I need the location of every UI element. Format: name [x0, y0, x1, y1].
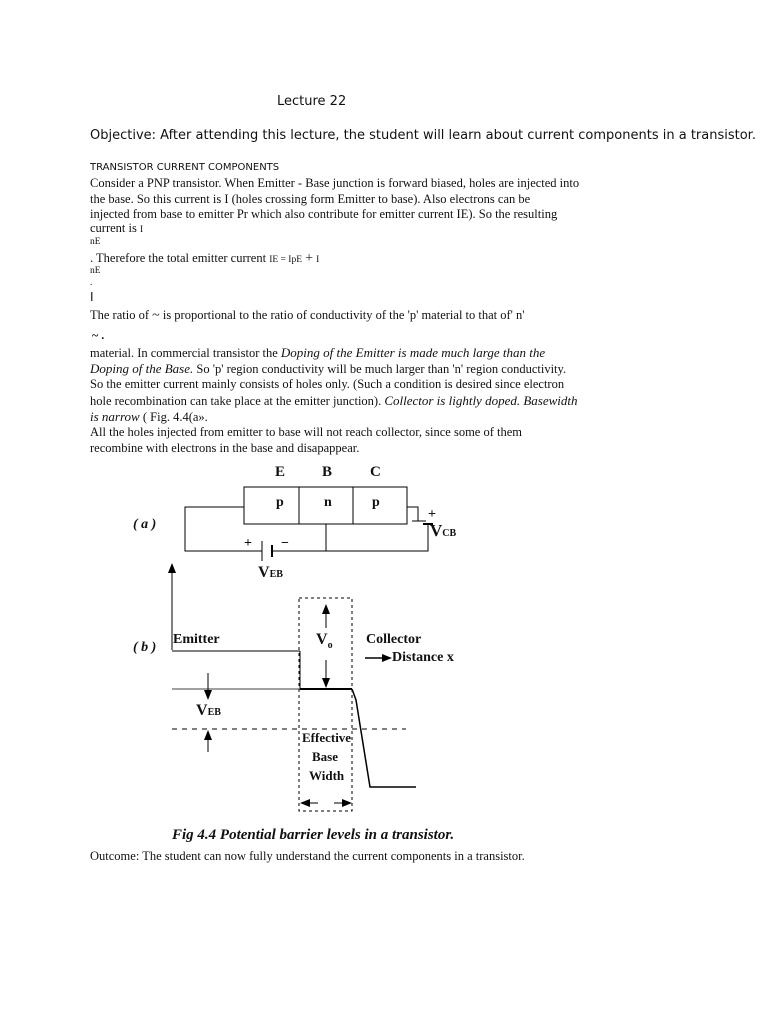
label-emitter-e: E [275, 464, 286, 480]
all-holes-line: All the holes injected from emitter to base will not reach collector, since some of them [90, 425, 523, 439]
label-collector-c: C [370, 464, 381, 480]
doping-line: Doping of the Base. So 'p' region conductivity will be much larger than 'n' region conductivity. [90, 361, 567, 376]
current-is-text: current is I [90, 221, 144, 235]
region-p-left: p [276, 495, 284, 510]
hole-line: hole recombination can take place at the emitter junction). Collector is lightly doped. Basewidth [90, 393, 578, 408]
outcome: Outcome: The student can now fully understand the current components in a transistor. [90, 849, 525, 863]
region-p-right: p [372, 495, 380, 510]
paragraph-line-1: Consider a PNP transistor. When Emitter - Base junction is forward biased, holes are injected into [90, 176, 580, 190]
paragraph-line-2: the base. So this current is I (holes crossing form Emitter to base). Also electrons can be [90, 192, 531, 206]
objective: Objective: After attending this lecture, the student will learn about current components in a transistor. [90, 128, 756, 143]
veb-plus: + [244, 536, 252, 551]
y-axis-arrowhead [168, 563, 176, 573]
veb-minus: − [281, 536, 289, 551]
label-effective: Effective [302, 730, 352, 745]
veb-arrowhead-up [204, 730, 212, 740]
vo-arrowhead-up [322, 604, 330, 614]
so-line: So the emitter current mainly consists of holes only. (Such a condition is desired since electron [90, 377, 565, 391]
label-distance-x: Distance x [392, 650, 454, 665]
label-base: Base [312, 749, 338, 764]
recombine-line: recombine with electrons in the base and disapappear. [90, 441, 360, 455]
label-emitter: Emitter [173, 632, 220, 647]
veb-label: VEB [258, 564, 283, 581]
collector-drop [352, 689, 416, 787]
collector-wire [407, 507, 418, 521]
ratio-line: The ratio of ~ is proportional to the ratio of conductivity of the 'p' material to that of' n' [90, 308, 525, 323]
vo-label: $V_o$ [316, 631, 333, 651]
vo-arrowhead-down [322, 678, 330, 688]
figure-caption: Fig 4.4 Potential barrier levels in a transistor. [172, 827, 455, 843]
material-line: material. In commercial transistor the Doping of the Emitter is made much large than the [90, 345, 546, 360]
lecture-title: Lecture 22 [277, 94, 347, 109]
subscript-dot: . [90, 278, 93, 288]
label-part-b: ( b ) [133, 640, 157, 655]
distance-arrowhead [382, 654, 392, 662]
label-collector: Collector [366, 632, 422, 647]
veb-level-label: VEB [196, 702, 221, 719]
veb-arrowhead-down [204, 690, 212, 700]
subscript-ne-2: nE [90, 266, 101, 276]
vcb-label: VCB [430, 521, 457, 540]
width-arrowhead-right [342, 799, 352, 807]
base-return-wire [272, 524, 428, 551]
paragraph-line-3: injected from base to emitter Pr which also contribute for emitter current IE). So the resulting [90, 207, 558, 221]
vertical-bar-glyph: I [90, 290, 94, 304]
label-base-b: B [322, 464, 333, 480]
vcb-plus: + [428, 507, 436, 522]
region-n: n [324, 495, 332, 510]
tilde-dot-glyph: ~ . [92, 328, 105, 342]
subscript-ne-1: nE [90, 237, 101, 247]
narrow-line: is narrow ( Fig. 4.4(a». [90, 409, 208, 424]
label-part-a: ( a ) [133, 517, 157, 532]
emitter-current-equation: . Therefore the total emitter current IE = IpE + I [90, 251, 320, 266]
label-width: Width [309, 768, 345, 783]
width-arrowhead-left [300, 799, 310, 807]
section-heading: TRANSISTOR CURRENT COMPONENTS [90, 162, 280, 173]
